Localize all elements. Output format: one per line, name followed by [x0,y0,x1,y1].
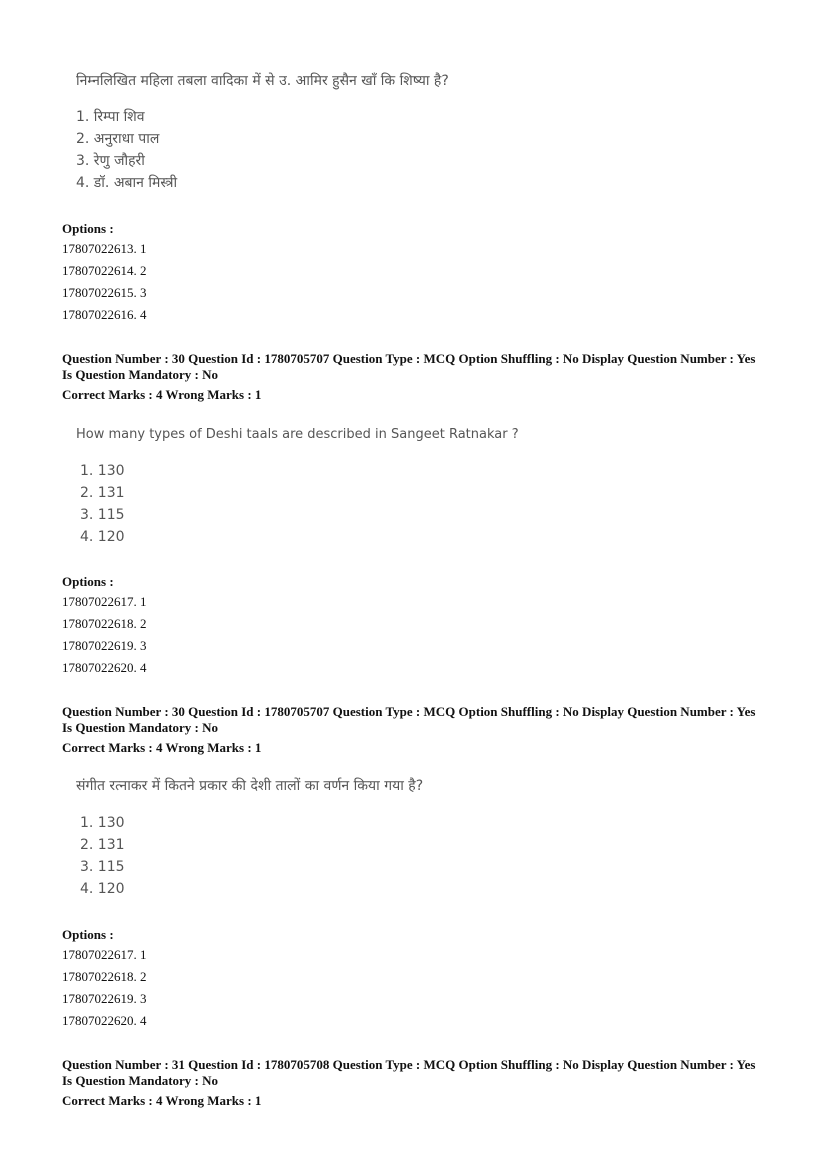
question-marks: Correct Marks : 4 Wrong Marks : 1 [62,387,262,402]
question-image-3 [76,774,423,900]
options-list [62,591,147,679]
options-label: Options : [62,927,114,942]
question-choices [76,106,449,194]
question-text: How many types of Deshi taals are described in Sangeet Ratnakar ? [76,427,519,442]
option-item: 17807022620. 4 [62,660,147,675]
option-item: 17807022615. 3 [62,285,147,300]
question-text: संगीत रत्नाकर में कितने प्रकार की देशी तालों का वर्णन किया गया है? [76,778,424,794]
option-item: 17807022614. 2 [62,263,147,278]
choice-item: 3. 115 [80,859,125,875]
choice-item: 3. 115 [80,507,125,523]
question-image-1 [76,68,449,194]
options-label: Options : [62,221,114,236]
question-marks: Correct Marks : 4 Wrong Marks : 1 [62,1093,262,1108]
choice-item: 1. रिम्पा शिव [76,109,145,125]
option-item: 17807022616. 4 [62,307,147,322]
question-text: निम्नलिखित महिला तबला वादिका में से उ. आमिर हुसैन खाँ कि शिष्या है? [76,73,449,89]
choice-item: 4. 120 [80,529,125,545]
options-block-2 [62,573,147,679]
options-list [62,238,147,326]
option-item: 17807022620. 4 [62,1013,147,1028]
choice-item: 2. 131 [80,485,125,501]
choice-item: 1. 130 [80,815,125,831]
options-block-3 [62,926,147,1032]
option-item: 17807022617. 1 [62,947,147,962]
options-label: Options : [62,574,114,589]
question-marks: Correct Marks : 4 Wrong Marks : 1 [62,740,262,755]
question-header-2 [62,704,762,756]
question-meta: Question Number : 30 Question Id : 1780705707 Question Type : MCQ Option Shuffling : No Display Question Number : Yes Is Question Mandatory : No [62,704,756,735]
question-choices [76,812,423,900]
question-header-3 [62,1057,762,1109]
question-choices [76,460,519,548]
question-image-2 [76,424,519,548]
option-item: 17807022618. 2 [62,616,147,631]
choice-item: 4. डॉ. अबान मिस्त्री [76,175,178,191]
option-item: 17807022613. 1 [62,241,147,256]
options-block-1 [62,220,147,326]
option-item: 17807022619. 3 [62,991,147,1006]
option-item: 17807022618. 2 [62,969,147,984]
option-item: 17807022619. 3 [62,638,147,653]
choice-item: 2. 131 [80,837,125,853]
question-meta: Question Number : 31 Question Id : 1780705708 Question Type : MCQ Option Shuffling : No Display Question Number : Yes Is Question Mandatory : No [62,1057,756,1088]
question-meta: Question Number : 30 Question Id : 1780705707 Question Type : MCQ Option Shuffling : No Display Question Number : Yes Is Question Mandatory : No [62,351,756,382]
choice-item: 3. रेणु जौहरी [76,153,145,169]
choice-item: 1. 130 [80,463,125,479]
option-item: 17807022617. 1 [62,594,147,609]
options-list [62,944,147,1032]
question-header-1 [62,351,762,403]
choice-item: 4. 120 [80,881,125,897]
choice-item: 2. अनुराधा पाल [76,131,160,147]
